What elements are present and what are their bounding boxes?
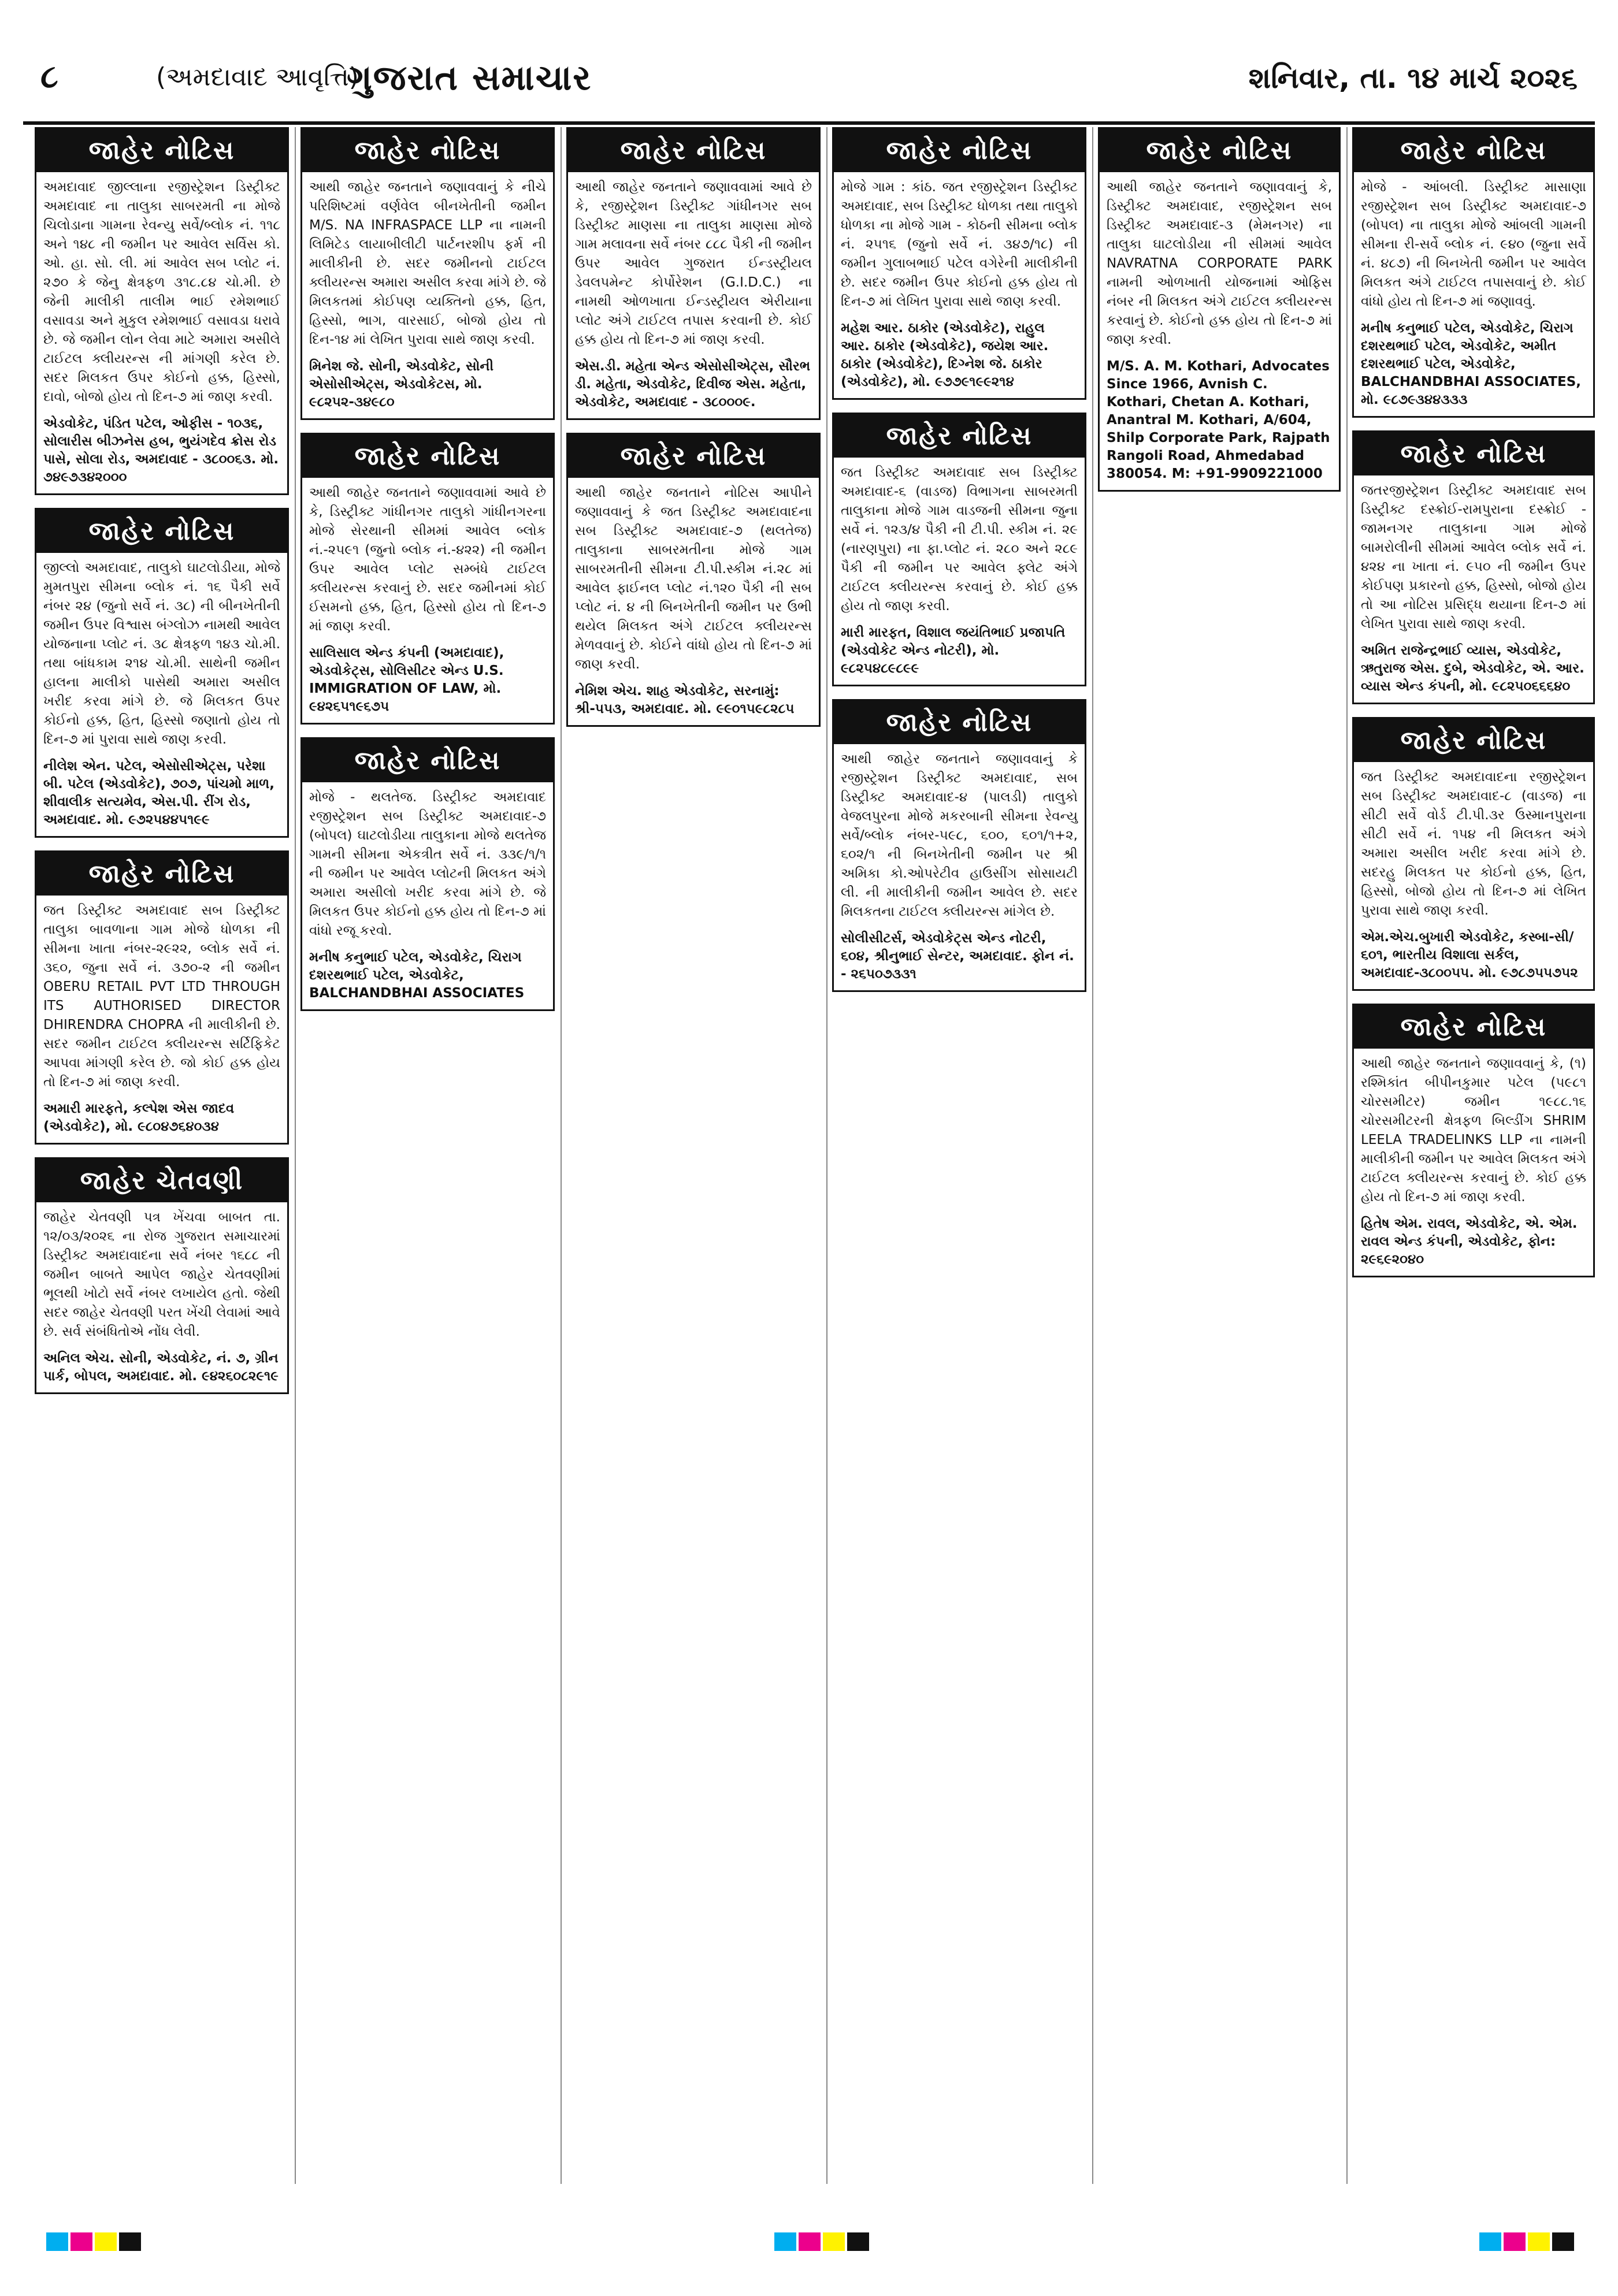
notice-box bbox=[300, 127, 555, 420]
notice-box bbox=[832, 699, 1086, 992]
notice-box bbox=[35, 1157, 289, 1394]
notice-title: જાહેર નોટિસ bbox=[302, 129, 553, 172]
magenta-swatch bbox=[1504, 2232, 1526, 2251]
notice-title: જાહેર નોટિસ bbox=[834, 414, 1085, 458]
masthead bbox=[23, 35, 1595, 125]
black-swatch bbox=[847, 2232, 869, 2251]
notice-box bbox=[35, 508, 289, 838]
notice-signature: અનિલ એચ. સોની, એડવોકેટ, નં. ૭, ગ્રીન પાર્ક, બોપલ, અમદાવાદ. મો. ૯૪૨૬૦૮૨૯૧૯ bbox=[43, 1351, 279, 1384]
notice-body: આથી જાહેર જનતાને જણાવવામાં આવે છે કે, રજીસ્ટ્રેશન ડિસ્ટ્રીક્ટ ગાંધીનગર સબ ડિસ્ટ્રીક્ટ માણસા ના તાલુકા માણસા મોજે ગામ મલાવના સર્વે નંબર ૮૮૮ પૈકી ની જમીન ઉપર આવેલ ગુજરાત ઈન્ડસ્ટ્રીયલ ડેવલપમેન્ટ કોર્પોરેશન (G.I.D.C.) ના નામથી ઓળખાતા ઈન્ડસ્ટ્રીયલ એરીયાના પ્લોટ અંગે ટાઈટલ તપાસ કરવાની છે. કોઈ હક્ક હોય તો દિન-૭ માં જાણ કરવી. bbox=[575, 180, 812, 347]
color-bars-right bbox=[1479, 2232, 1576, 2251]
notice-title: જાહેર નોટિસ bbox=[302, 434, 553, 478]
notice-title: જાહેર નોટિસ bbox=[302, 739, 553, 782]
column-divider bbox=[1092, 127, 1093, 2184]
notice-title: જાહેર નોટિસ bbox=[36, 129, 287, 172]
magenta-swatch bbox=[799, 2232, 821, 2251]
yellow-swatch bbox=[95, 2232, 117, 2251]
edition-label: (અમદાવાદ આવૃત્તિ) bbox=[156, 62, 359, 92]
notice-signature: અમિત રાજેન્દ્રભાઈ વ્યાસ, એડવોકેટ, ઋતુરાજ એસ. દુબે, એડવોકેટ, એ. આર. વ્યાસ એન્ડ કંપની, મો. ૯૮૨૫૦૬૬૬૪૦ bbox=[1361, 643, 1584, 694]
cyan-swatch bbox=[46, 2232, 68, 2251]
notice-box bbox=[832, 413, 1086, 686]
notice-body: જાહેર ચેતવણી પત્ર ખેંચવા બાબત તા. ૧૨/૦૩/૨૦૨૬ ના રોજ ગુજરાત સમાચારમાં ડિસ્ટ્રીક્ટ અમદાવાદના સર્વે નંબર ૧૬૮૮ ની જમીન બાબતે આપેલ જાહેર ચેતવણીમાં ભૂલથી ખોટો સર્વે નંબર લખાયેલ હતો. જેથી સદર જાહેર ચેતવણી પરત ખેંચી લેવામાં આવે છે. સર્વ સંબંધિતોએ નોંધ લેવી. bbox=[43, 1210, 280, 1339]
cyan-swatch bbox=[1479, 2232, 1501, 2251]
color-bars-center bbox=[774, 2232, 871, 2251]
notice-title: જાહેર ચેતવણી bbox=[36, 1159, 287, 1202]
notice-body: જત ડિસ્ટ્રીક્ટ અમદાવાદ સબ ડિસ્ટ્રીક્ટ તાલુકા બાવળાના ગામ મોજે ધોળકા ની સીમના ખાતા નંબર-૨૯૨૨, બ્લોક સર્વે નં. ૩૬૦, જુના સર્વે નં. ૩૭૦-૨ ની જમીન OBERU RETAIL PVT LTD THROUGH ITS AUTHORISED DIRECTOR DHIRENDRA CHOPRA ની માલીકીની છે. સદર જમીન ટાઈટલ ક્લીયરન્સ સર્ટિફિકેટ આપવા માંગણી કરેલ છે. જો કોઈ હક્ક હોય તો દિન-૭ માં જાણ કરવી. bbox=[43, 903, 280, 1090]
notice-title: જાહેર નોટિસ bbox=[36, 852, 287, 896]
column-5 bbox=[1098, 127, 1341, 2184]
notice-signature: અમારી મારફતે, કલ્પેશ એસ જાદવ (એડવોકેટ), મો. ૯૮૦૪૭૬૪૦૩૪ bbox=[43, 1101, 235, 1134]
notice-signature: મનીષ કનુભાઈ પટેલ, એડવોકેટ, ચિરાગ દશરથભાઈ પટેલ, એડવોકેટ, BALCHANDBHAI ASSOCIATES bbox=[309, 950, 525, 1001]
notice-signature: સોલીસીટર્સ, એડવોકેટ્સ એન્ડ નોટરી, ૬૦૪, શ્રીનુભાઈ સેન્ટર, અમદાવાદ. ફોન નં. - ૨૬૫૦૭૩૩૧ bbox=[841, 931, 1074, 982]
notice-body: અમદાવાદ જીલ્લાના રજીસ્ટ્રેશન ડિસ્ટ્રીક્ટ અમદાવાદ ના તાલુકા સાબરમતી ના મોજે ચિલોડાના ગામના રેવન્યુ સર્વે/બ્લોક નં. ૧૧૮ અને ૧૪૮ ની જમીન પર આવેલ સર્વિસ કો. ઓ. હા. સો. લી. માં આવેલ સબ પ્લોટ નં. ૨૭૦ કે જેનુ ક્ષેત્રફળ ૩૧૮.૮૪ ચો.મી. છે જેની માલીકી તાલીમ ભાઈ રમેશભાઈ વસાવડા અને મુકુલ રમેશભાઈ વસાવડા ધરાવે છે. જે જમીન લોન લેવા માટે અમારા અસીલે ટાઈટલ ક્લીયરન્સ ની માંગણી કરેલ છે. સદર મિલકત ઉપર કોઈનો હક્ક, હિસ્સો, દાવો, બોજો હોય તો દિન-૭ માં જાણ કરવી. bbox=[43, 180, 280, 404]
notice-title: જાહેર નોટિસ bbox=[834, 129, 1085, 172]
notice-body: આથી જાહેર જનતાને જણાવવાનું કે નીચે પરિશિષ્ટમાં વર્ણવેલ બીનખેતીની જમીન M/S. NA INFRASPACE LLP ના નામની લિમિટેડ લાયાબીલીટી પાર્ટનરશીપ ફર્મ ની માલીકીની છે. સદર જમીનનો ટાઈટલ ક્લીયરન્સ અમારા અસીલ કરવા માંગે છે. જે મિલકતમાં કોઈપણ વ્યક્તિનો હક્ક, હિત, હિસ્સો, ભાગ, વારસાઈ, બોજો હોય તો દિન-૧૪ માં લેખિત પુરાવા સાથે જાણ કરવી. bbox=[309, 180, 546, 347]
notice-body: જત ડિસ્ટ્રીક્ટ અમદાવાદના રજીસ્ટ્રેશન સબ ડિસ્ટ્રીક્ટ અમદાવાદ-૮ (વાડજ) ના સીટી સર્વે વોર્ડ ટી.પી.૩ર ઉસ્માનપુરાના સીટી સર્વે નં. ૧૫૪ ની મિલકત અંગે અમારા અસીલ ખરીદ કરવા માંગે છે. સદરહુ મિલકત પર કોઈનો હક્ક, હિત, હિસ્સો, બોજો હોય તો દિન-૭ માં લેખિત પુરાવા સાથે જાણ કરવી. bbox=[1361, 770, 1586, 918]
cyan-swatch bbox=[774, 2232, 796, 2251]
notice-body: મોજે ગામ : કાંઠ. જત રજીસ્ટ્રેશન ડિસ્ટ્રીક્ટ અમદાવાદ, સબ ડિસ્ટ્રીક્ટ ધોળકા તથા તાલુકો ધોળકા ના મોજે ગામ - કોઠની સીમના બ્લોક નં. ૨૫૧૬ (જુનો સર્વે નં. ૩૪૭/૧૮) ની જમીન ગુલાબભાઈ પટેલ વગેરેની માલીકીની છે. સદર જમીન ઉપર કોઈનો હક્ક હોય તો દિન-૭ માં લેખિત પુરાવા સાથે જાણ કરવી. bbox=[841, 180, 1078, 309]
notice-body: મોજે - આંબલી. ડિસ્ટ્રીક્ટ માસાણા રજીસ્ટ્રેશન સબ ડિસ્ટ્રીક્ટ અમદાવાદ-૭ (બોપલ) ના તાલુકા મોજે આંબલી ગામની સીમના રી-સર્વે બ્લોક નં. ૯૪૦ (જુના સર્વે નં. ૪૮૭) ની બિનખેતી જમીન પર આવેલ મિલકત અંગે ટાઈટલ તપાસવાનું છે. કોઈ વાંધો હોય તો દિન-૭ માં જણાવવું. bbox=[1361, 180, 1586, 309]
notice-title: જાહેર નોટિસ bbox=[1100, 129, 1339, 172]
notice-signature: નેમિશ એચ. શાહ એડવોકેટ, સરનામું: શ્રી-૫૫૩, અમદાવાદ. મો. ૯૯૦૧૫૯૮૨૮૫ bbox=[575, 683, 795, 716]
notice-title: જાહેર નોટિસ bbox=[36, 510, 287, 553]
notice-signature: મહેશ આર. ઠાકોર (એડવોકેટ), રાહુલ આર. ઠાકોર (એડવોકેટ), જયેશ આર. ઠાકોર (એડવોકેટ), દિગ્નેશ જે. ઠાકોર (એડવોકેટ), મો. ૯૭૭૯૧૯૯૨૧૪ bbox=[841, 321, 1049, 389]
notice-box bbox=[1352, 430, 1595, 704]
notice-signature: એસ.ડી. મહેતા એન્ડ એસોસીએટ્સ, સૌરભ ડી. મહેતા, એડવોકેટ, દિવીજ એસ. મહેતા, એડવોકેટ, અમદાવાદ - ૩૮૦૦૦૯. bbox=[575, 359, 811, 410]
notice-box bbox=[1352, 717, 1595, 991]
notice-signature: મિનેશ જે. સોની, એડવોકેટ, સોની એસોસીએટ્સ, એડવોકેટસ, મો. ૯૮૨૫૨-૩૪૯૮૦ bbox=[309, 359, 494, 410]
notice-title: જાહેર નોટિસ bbox=[1354, 1005, 1593, 1049]
column-1 bbox=[35, 127, 289, 2184]
notice-box bbox=[300, 433, 555, 725]
notice-title: જાહેર નોટિસ bbox=[1354, 432, 1593, 475]
notice-box bbox=[300, 737, 555, 1011]
issue-date: શનિવાર, તા. ૧૪ માર્ચ ૨૦૨૬ bbox=[1248, 61, 1578, 95]
notice-box bbox=[832, 127, 1086, 400]
notice-title: જાહેર નોટિસ bbox=[568, 434, 819, 478]
black-swatch bbox=[119, 2232, 141, 2251]
notice-signature: મારી મારફત, વિશાલ જયંતિભાઈ પ્રજાપતિ (એડવોકેટ એન્ડ નોટરી), મો. ૯૮૨૫૪૮૯૮૯૯ bbox=[841, 625, 1066, 676]
magenta-swatch bbox=[70, 2232, 92, 2251]
notice-title: જાહેર નોટિસ bbox=[568, 129, 819, 172]
notice-signature: સાલિસાલ એન્ડ કંપની (અમદાવાદ), એડવોકેટ્સ, સોલિસીટર એન્ડ U.S. IMMIGRATION OF LAW, મો. ૯૪૨૬૫૧૯૬૭૫ bbox=[309, 645, 504, 714]
notice-body: મોજે - થલતેજ. ડિસ્ટ્રીક્ટ અમદાવાદ રજીસ્ટ્રેશન સબ ડિસ્ટ્રીક્ટ અમદાવાદ-૭ (બોપલ) ઘાટલોડીયા તાલુકાના મોજે થલતેજ ગામની સીમના એકત્રીત સર્વે નં. ૩૩૯/૧/૧ ની જમીન પર આવેલ પ્લોટની મિલકત અંગે અમારા અસીલો ખરીદ કરવા માંગે છે. જે મિલકત ઉપર કોઈનો હક્ક હોય તો દિન-૭ માં વાંધો રજૂ કરવો. bbox=[309, 790, 546, 938]
notice-body: જત ડિસ્ટ્રીક્ટ અમદાવાદ સબ ડિસ્ટ્રીક્ટ અમદાવાદ-૬ (વાડજ) વિભાગના સાબરમતી તાલુકાના મોજે ગામ વાડજની સીમના જુના સર્વે નં. ૧૨૩/૪ પૈકી ની ટી.પી. સ્કીમ નં. ૨૯ (નારણપુરા) ના ફા.પ્લોટ નં. ૨૮૦ અને ૨૮૯ પૈકી ની જમીન પર આવેલ ફ્લેટ અંગે ટાઈટલ ક્લીયરન્સ કરવાનું છે. કોઈ હક્ક હોય તો જાણ કરવી. bbox=[841, 465, 1078, 614]
notice-body: આથી જાહેર જનતાને જણાવવાનું કે, (૧) રશ્મિકાંત બીપીનકુમાર પટેલ (૫૯૮૧ ચોરસમીટર) જમીન ૧૯૮૮.૧૬ ચોરસમીટરની ક્ષેત્રફળ બિલ્ડીંગ SHRIM LEELA TRADELINKS LLP ના નામની માલીકીની જમીન પર આવેલ મિલકત અંગે ટાઈટલ ક્લીયરન્સ કરવાનું છે. કોઈ હક્ક હોય તો દિન-૭ માં જાણ કરવી. bbox=[1361, 1056, 1586, 1205]
notice-box bbox=[1352, 127, 1595, 418]
notice-signature: M/S. A. M. Kothari, Advocates Since 1966, Avnish C. Kothari, Chetan A. Kothari, Anantral M. Kothari, A/604, Shilp Corporate Park, Rajpath Rangoli Road, Ahmedabad 380054. M: +91-9909221000 bbox=[1107, 359, 1330, 481]
column-divider bbox=[826, 127, 827, 2184]
notice-signature: મનીષ કનુભાઈ પટેલ, એડવોકેટ, ચિરાગ દશરથભાઈ પટેલ, એડવોકેટ, અમીત દશરથભાઈ પટેલ, એડવોકેટ, BALCHANDBHAI ASSOCIATES, મો. ૯૮૭૯૩૪૪૩૩૩ bbox=[1361, 321, 1582, 407]
notice-body: આથી જાહેર જનતાને જણાવવામાં આવે છે કે, ડિસ્ટ્રીક્ટ ગાંધીનગર તાલુકો ગાંધીનગરના મોજે સેરથાની સીમમાં આવેલ બ્લોક નં.-૨૫૯૧ (જુનો બ્લોક નં.-૪૨૨) ની જમીન ઉપર આવેલ પ્લોટ સમ્બંધે ટાઈટલ ક્લીયરન્સ કરવાનું છે. સદર જમીનમાં કોઈ ઈસમનો હક્ક, હિત, હિસ્સો હોય તો દિન-૭ માં જાણ કરવી. bbox=[309, 485, 546, 634]
notice-title: જાહેર નોટિસ bbox=[1354, 129, 1593, 172]
column-divider bbox=[295, 127, 296, 2184]
notice-box bbox=[35, 127, 289, 495]
column-6 bbox=[1352, 127, 1595, 2184]
notice-box bbox=[566, 127, 821, 420]
notice-body: આથી જાહેર જનતાને જણાવવાનું કે રજીસ્ટ્રેશન ડિસ્ટ્રીક્ટ અમદાવાદ, સબ ડિસ્ટ્રીક્ટ અમદાવાદ-૪ (પાલડી) તાલુકો વેજલપુરના મોજે મકરબાની સીમના રેવન્યુ સર્વે/બ્લોક નંબર-૫૯૮, ૬૦૦, ૬૦૧/૧+૨, ૬૦૨/૧ ની બિનખેતીની જમીન પર શ્રી અમિકા કો.ઓપરેટીવ હાઉસીંગ સોસાયટી લી. ની માલીકીની જમીન આવેલ છે. સદર મિલકતના ટાઈટલ ક્લીયરન્સ માંગેલ છે. bbox=[841, 752, 1078, 919]
notice-body: જીલ્લો અમદાવાદ, તાલુકો ઘાટલોડીયા, મોજે મુમતપુરા સીમના બ્લોક નં. ૧૬ પૈકી સર્વે નંબર ૨૪ (જુનો સર્વે નં. ૩૮) ની બીનખેતીની જમીન ઉપર વિશ્વાસ બંગ્લોઝ નામથી આવેલ યોજનાના પ્લોટ નં. ૩૮ ક્ષેત્રફળ ૧૪૩ ચો.મી. તથા બાંધકામ ૨૧૪ ચો.મી. સાથેની જમીન હાલના માલીકો પાસેથી અમારા અસીલ ખરીદ કરવા માંગે છે. જે મિલકત ઉપર કોઈનો હક્ક, હિત, હિસ્સો જણાતો હોય તો દિન-૭ માં પુરાવા સાથે જાણ કરવી. bbox=[43, 560, 280, 747]
notice-body: આથી જાહેર જનતાને જણાવવાનું કે, ડિસ્ટ્રીક્ટ અમદાવાદ, રજીસ્ટ્રેશન સબ ડિસ્ટ્રીક્ટ અમદાવાદ-૩ (મેમનગર) ના તાલુકા ઘાટલોડીયા ની સીમમાં આવેલ NAVRATNA CORPORATE PARK નામની ઓળખાતી યોજનામાં ઓફિસ નંબર ની મિલકત અંગે ટાઈટલ ક્લીયરન્સ કરવાનું છે. કોઈનો હક્ક હોય તો દિન-૭ માં જાણ કરવી. bbox=[1107, 180, 1332, 347]
column-4 bbox=[832, 127, 1086, 2184]
notice-body: જતરજીસ્ટ્રેશન ડિસ્ટ્રીક્ટ અમદાવાદ સબ ડિસ્ટ્રીક્ટ દસ્ક્રોઈ-રામપુરાના દસ્ક્રોઈ - જામનગર તાલુકાના ગામ મોજે બામરોલીની સીમમાં આવેલ બ્લોક સર્વે નં. ૪૨૪ ના ખાતા નં. ૯૫૦ ની જમીન ઉપર કોઈપણ પ્રકારનો હક્ક, હિસ્સો, બોજો હોય તો આ નોટિસ પ્રસિદ્ધ થયાના દિન-૭ માં લેખિત પુરાવા સાથે જાણ કરવી. bbox=[1361, 483, 1586, 631]
column-2 bbox=[300, 127, 555, 2184]
yellow-swatch bbox=[823, 2232, 845, 2251]
print-registration-strip bbox=[23, 2224, 1595, 2259]
notice-signature: એમ.એચ.બુખારી એડવોકેટ, કસ્બા-સી/૬૦૧, ભારતીય વિશાલા સર્કલ, અમદાવાદ-૩૮૦૦૫૫. મો. ૯૭૮૭૫૫૭૫૨ bbox=[1361, 930, 1578, 980]
notice-box bbox=[35, 850, 289, 1145]
notice-box bbox=[566, 433, 821, 727]
newspaper-logo: ગુજરાત સમાચાર bbox=[347, 58, 592, 98]
black-swatch bbox=[1552, 2232, 1574, 2251]
yellow-swatch bbox=[1528, 2232, 1550, 2251]
color-bars-left bbox=[46, 2232, 143, 2251]
column-divider bbox=[561, 127, 562, 2184]
notice-signature: હિતેષ એમ. રાવલ, એડવોકેટ, એ. એમ. રાવલ એન્ડ કંપની, એડવોકેટ, ફોન: ૨૯૬૯૨૦૪૦ bbox=[1361, 1216, 1578, 1267]
notice-signature: એડવોકેટ, પંડિત પટેલ, ઓફીસ - ૧૦૩૬, સોલારીસ બીઝનેસ હબ, ભુયંગદેવ ક્રોસ રોડ પાસે, સોલા રોડ, અમદાવાદ - ૩૮૦૦૬૩. મો. ૭૪૯૭૩૪૨૦૦૦ bbox=[43, 416, 279, 485]
notice-title: જાહેર નોટિસ bbox=[1354, 719, 1593, 762]
notice-signature: નીલેશ એન. પટેલ, એસોસીએટ્સ, પરેશા બી. પટેલ (એડવોકેટ), ૭૦૭, પાંચમો માળ, શીવાલીક સત્યમેવ, એસ.પી. રીંગ રોડ, અમદાવાદ. મો. ૯૭૨૫૪૪૫૧૯૯ bbox=[43, 759, 274, 827]
notice-box bbox=[1352, 1004, 1595, 1277]
notice-box bbox=[1098, 127, 1341, 492]
page-number: ૮ bbox=[40, 58, 58, 95]
column-divider bbox=[1346, 127, 1348, 2184]
column-3 bbox=[566, 127, 821, 2184]
notice-title: જાહેર નોટિસ bbox=[834, 701, 1085, 744]
notice-body: આથી જાહેર જનતાને નોટિસ આપીને જણાવવાનું કે જત ડિસ્ટ્રીક્ટ અમદાવાદના સબ ડિસ્ટ્રીક્ટ અમદાવાદ-૭ (થલતેજ) તાલુકાના સાબરમતીના મોજે ગામ સાબરમતીની સીમના ટી.પી.સ્કીમ નં.૨૮ માં આવેલ ફાઈનલ પ્લોટ નં.૧૨૦ પૈકી ની સબ પ્લોટ નં. ૪ ની બિનખેતીની જમીન પર ઉભી થયેલ મિલકત અંગે ટાઈટલ ક્લીયરન્સ મેળવવાનું છે. કોઈને વાંધો હોય તો દિન-૭ માં જાણ કરવી. bbox=[575, 485, 812, 672]
